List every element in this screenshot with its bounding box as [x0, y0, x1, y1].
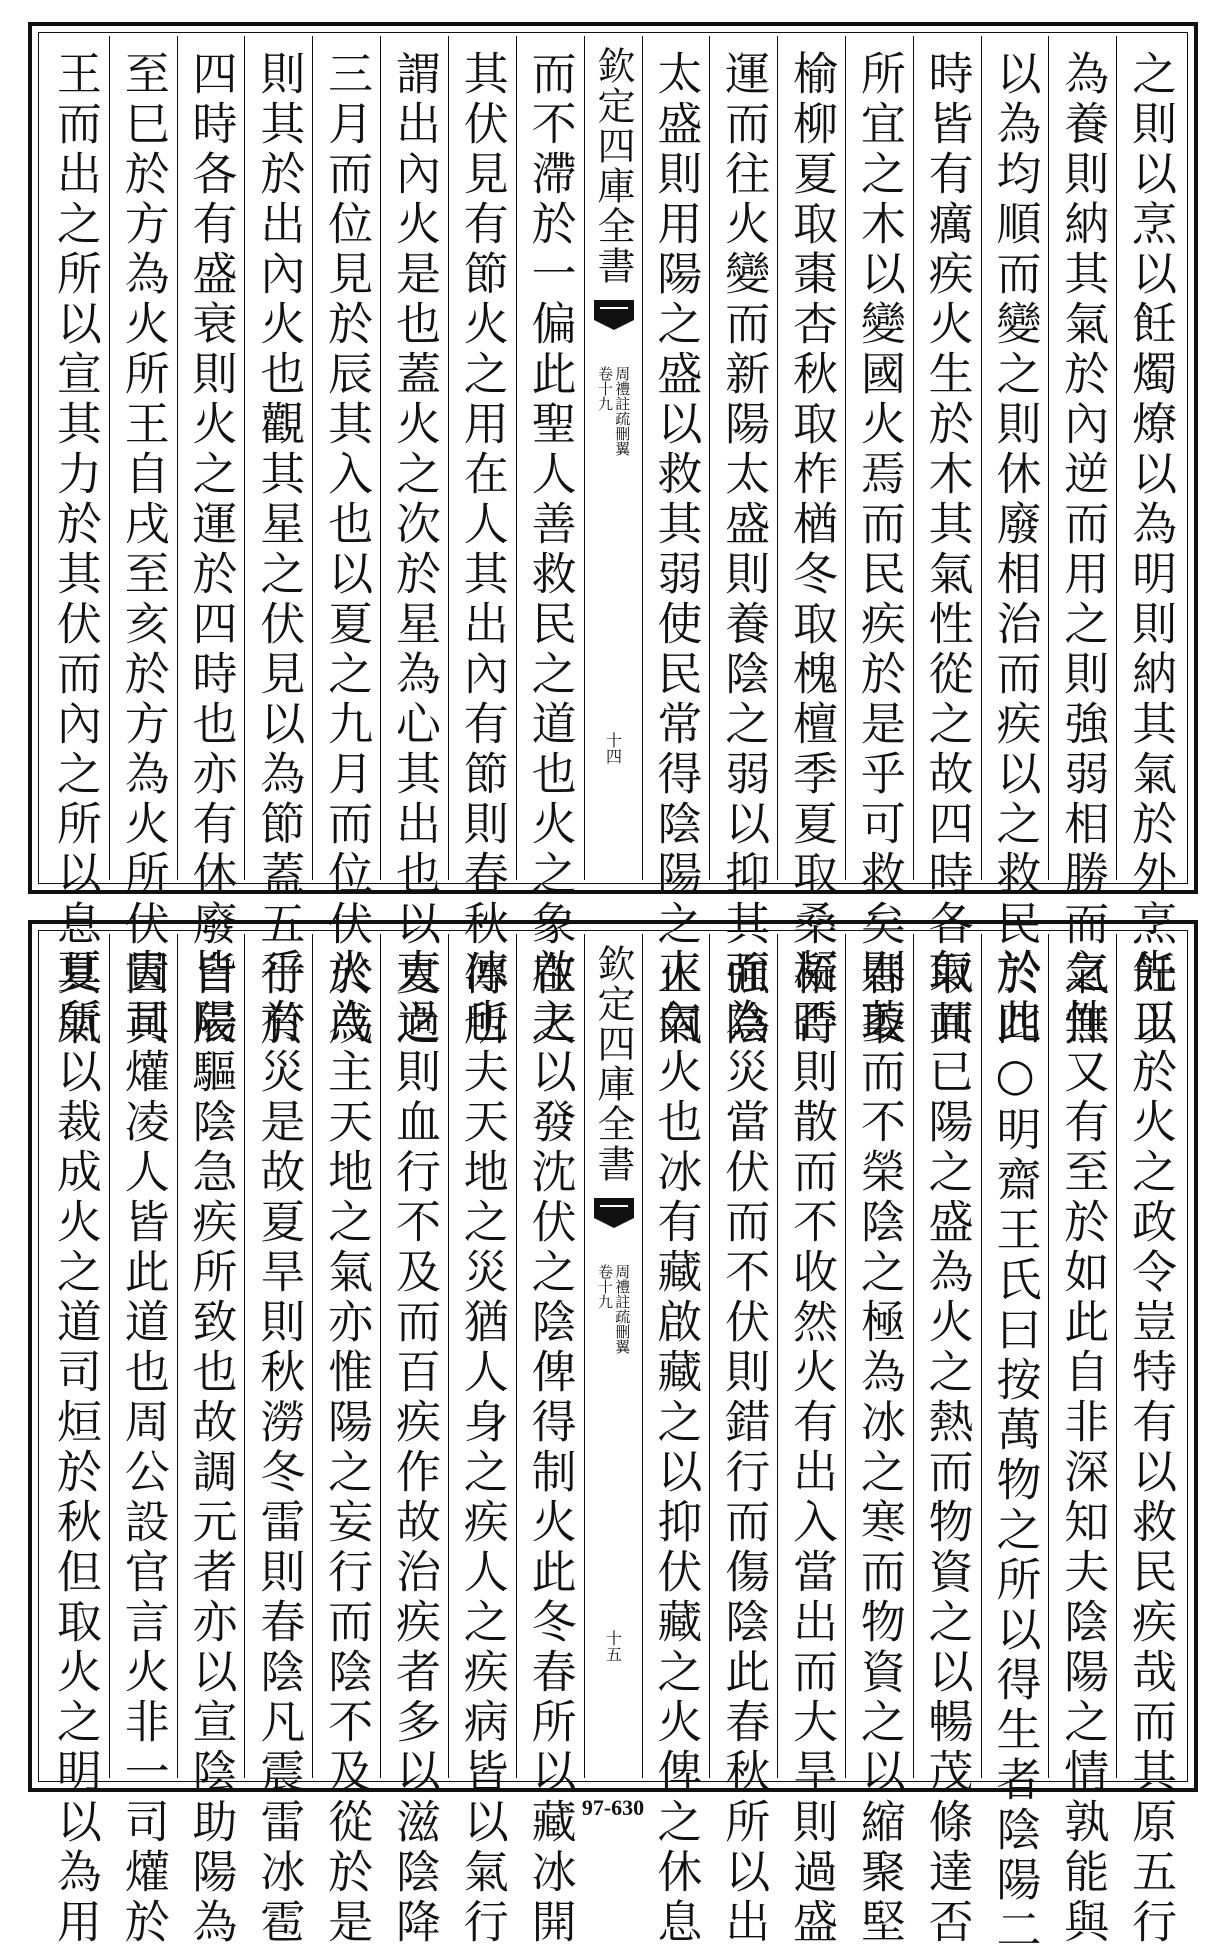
text-column: 以為均順而變之則休廢相治而疾以之救民於四 — [981, 36, 1049, 880]
text-column: 皆陽驅陰急疾所致也故調元者亦以宣陰助陽為 — [177, 934, 245, 1778]
top-text-columns — [42, 36, 1184, 1050]
text-column: 三月而位見於辰其入也以夏之九月而位伏於戌 — [312, 36, 380, 880]
text-column: 榆柳夏取棗杏秋取柞楢冬取槐檀季夏取桑柘時 — [777, 36, 845, 880]
text-column: 則其於出內火也觀其星之伏見以為節蓋五行於 — [244, 36, 312, 880]
text-column: 王而出之所以宣其力於其伏而內之所以息其氣 — [48, 50, 102, 1050]
text-column: 火內火也冰有藏啟藏之以抑伏藏之火俾之休息 — [642, 934, 710, 1778]
text-column: 氣而已陽之盛為火之熱而物資之以暢茂條達否 — [913, 934, 981, 1778]
book-title: 周禮註疏刪翼 — [613, 366, 632, 456]
text-column: 於此○明齋王氏曰按萬物之所以得生者陰陽二 — [981, 934, 1049, 1778]
page-number: 十四 — [603, 732, 623, 764]
text-column: 貴司爟凌人皆此道也周公設官言火非一司爟於 — [109, 934, 177, 1778]
text-column: 時皆有癘疾火生於木其氣性從之故四時各取其 — [913, 36, 981, 880]
text-column: 凝否則散而不收然火有出入當出而大旱則過盛 — [777, 934, 845, 1778]
text-column: 而為災當伏而不伏則錯行而傷陰此春秋所以出 — [709, 934, 777, 1778]
text-column: 大過則血行不及而百疾作故治疾者多以滋陰降 — [380, 934, 448, 1778]
text-column: 太盛則用陽之盛以救其弱使民常得陰陽之正氣 — [642, 36, 710, 880]
collection-title: 欽定四庫全書 — [591, 944, 635, 1184]
text-column: 啟之以發沈伏之陰俾得制火此冬春所以藏冰開 — [516, 934, 584, 1778]
text-column: 為養則納其氣於內逆而用之則強弱相勝而氣無 — [1048, 36, 1116, 880]
text-column: 四時各有盛衰則火之運於四時也亦有休廢自辰 — [177, 36, 245, 880]
volume-label: 卷十九 — [596, 1264, 614, 1309]
book-info — [596, 1264, 631, 1354]
text-column: 謂出內火是也蓋火之次於星為心其出也以夏之 — [380, 36, 448, 880]
text-column: 而不滯於一偏此聖人善救民之道也火之象在天 — [516, 36, 584, 880]
text-column: 之性又有至於如此自非深知夫陰陽之情孰能與 — [1048, 934, 1116, 1778]
text-column: 冰也夫天地之災猶人身之疾人之疾病皆以氣行 — [448, 934, 516, 1778]
fish-tail-icon — [592, 1196, 636, 1230]
collection-title: 欽定四庫全書 — [591, 46, 635, 286]
text-column: 運而往火變而新陽太盛則養陰之弱以抑其強陰 — [709, 36, 777, 880]
text-column: 其伏見有節火之用在人其出內有節則春秋傳所 — [448, 36, 516, 880]
text-column: 所宜之木以變國火焉而民疾於是乎可救矣春取 — [845, 36, 913, 880]
book-title: 周禮註疏刪翼 — [613, 1264, 632, 1354]
footer-page-number: 97-630 — [581, 1795, 645, 1820]
text-column: 乎有災是故夏旱則秋澇冬雷則春陰凡震雷冰雹 — [244, 934, 312, 1778]
text-column: 夏所以裁成火之道司烜於秋但取火之明以為用 — [48, 948, 102, 1948]
text-column: 之則以烹以飪燭燎以為明則納其氣於外烹飪以 — [1116, 36, 1184, 880]
text-column: 則萎而不榮陰之極為冰之寒而物資之以縮聚堅 — [845, 934, 913, 1778]
text-column: 至巳於方為火所王自戌至亥於方為火所伏因其 — [109, 36, 177, 880]
center-fold-column — [584, 36, 642, 880]
page-number: 十五 — [603, 1630, 623, 1662]
text-column: 先王於火之政令豈特有以救民疾哉而其原五行 — [1116, 934, 1184, 1778]
top-page — [28, 22, 1198, 1050]
book-info — [596, 366, 631, 456]
text-column: 火為主天地之氣亦惟陽之妄行而陰不及從於是 — [312, 934, 380, 1778]
center-fold-column — [584, 934, 642, 1778]
volume-label: 卷十九 — [596, 366, 614, 411]
fish-tail-icon — [592, 298, 636, 332]
